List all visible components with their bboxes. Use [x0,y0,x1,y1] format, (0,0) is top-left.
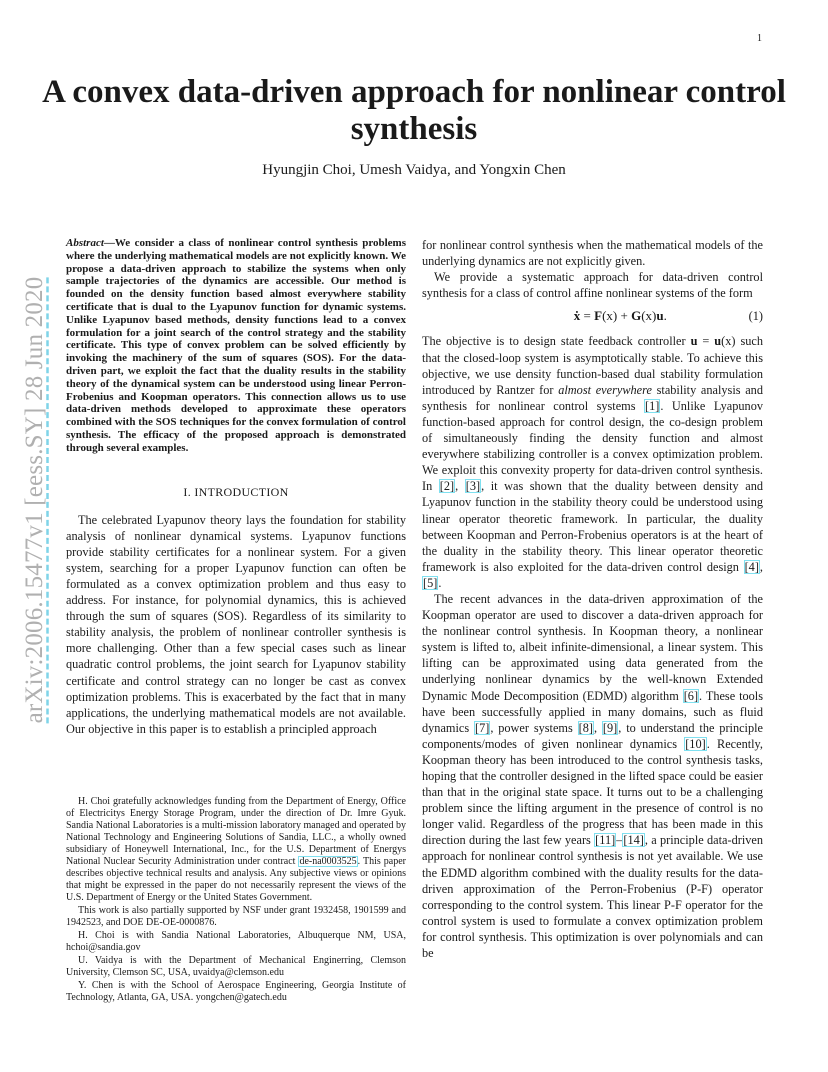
citation-3[interactable]: [3] [465,479,481,494]
p3-sep-2: , [759,559,763,574]
p3-text-e: , it was shown that the duality between density and Lyapunov function in the stability theory could be understood using linear operator theoretic framework. In particular, the duality between Koopman and Perron-Frobenius operators is at the heart of the duality in the stability theory. This linear operator theoretic framework is also exploited for the data-driven control design [422,479,763,574]
eq-lhs: ẋ [573,308,581,324]
equation-body [422,308,749,324]
citation-10[interactable]: [10] [685,736,706,751]
p4-text-c: , power systems [490,720,578,735]
section-first-letter: I [194,484,199,499]
eq-u: u [656,308,664,324]
abstract-dash: — [103,237,115,249]
right-paragraph-4 [422,591,763,961]
equation-1 [422,308,763,324]
intro-paragraph: The celebrated Lyapunov theory lays the foundation for stability analysis of nonlinear dynamical systems. Lyapunov functions provide stability certificates for a nonlinear system. For a given system, searching for a proper Lyapunov function can often be formulated as a convex optimization problem and thus easy to address. For instance, for polynomial dynamics, this is achieved through the sum of squares (SOS). Regardless of its similarity to stability analysis, the problem of nonlinear controller synthesis is more challenging. Other than a few special cases such as linear quadratic control problems, the joint search for Lyapunov stability certificate and control strategy can no longer be cast as convex optimization problems. This is exacerbated by the fact that in many applications, the underlying mathematical models are not available. Our objective in this paper is to establish a principled approach [66,512,406,736]
p3-text-d: . Unlike Lyapunov function-based approach for control design, the co-design problem of simultaneously finding the density function and almost everywhere stabilizing controller is a convex optimization problem. We exploit this convexity property for data-driven control synthesis. In [422,398,764,494]
eq-arg2: (x) [641,308,657,324]
section-heading-introduction [66,484,406,500]
arxiv-identifier[interactable]: arXiv:2006.15477v1 [eess.SY] 28 Jun 2020 [21,276,48,724]
p3-u2: u [714,334,722,349]
p3-text-a: The objective is to design state feedback controller [422,334,691,349]
equation-number: (1) [748,309,763,324]
p3-u1: u [690,334,698,349]
arxiv-stamp[interactable] [22,253,48,748]
eq-equals: = [580,308,595,324]
citation-5[interactable]: [5] [423,575,438,590]
p3-text-c: stability analysis and synthesis for nonlinear control systems [422,382,763,413]
p4-text-a: The recent advances in the data-driven approximation of the Koopman operator are used to discover a data-driven approach for the nonlinear control synthesis. In Koopman theory, a nonlinear system is lifted to, albeit infinite-dimensional, a linear system. This lifting can be approximated using data generated from the underlying nonlinear dynamics by the well-known Extended Dynamic Mode Decomposition (EDMD) algorithm [422,591,763,703]
eq-arg1: (x) [602,308,618,324]
abstract [66,237,406,455]
p3-text-b: such that the closed-loop system is asymptotically stable. To achieve this objective, we use density function-based dual stability formulation introduced by Rantzer for [422,334,763,397]
citation-4[interactable]: [4] [744,559,759,574]
citation-6[interactable]: [6] [683,688,699,703]
p4-text-e: . Recently, Koopman theory has been introduced to the control synthesis tasks, hoping that the controller designed in the lifted space could be easier than that in the original state space. It turns out to be a challenging problem since the lifting argument in the presence of control is no longer valid. Regardless of the progress that has been made in this direction during the last few years [422,736,763,848]
eq-end: . [663,308,667,324]
footnote-author-chen: Y. Chen is with the School of Aerospace Engineering, Georgia Institute of Technology, Atlanta, GA, USA. yongchen@gatech.edu [66,980,406,1003]
author-list: Hyungjin Choi, Umesh Vaidya, and Yongxin Chen [262,162,566,178]
right-column [422,237,763,961]
section-title-rest: NTRODUCTION [198,484,289,499]
footnotes [66,796,406,1005]
p4-text-f: , a principle data-driven approach for nonlinear control synthesis is not yet available. We use the EDMD algorithm combined with the duality results for the data-driven approximation of the Perron-Frobenius (P-F) operator corresponding to the control system. This linear P-F operator for the control system is used to formulate a convex optimization problem for control synthesis. This optimization is over polynomials and can be [422,833,764,961]
footnote-author-vaidya: U. Vaidya is with the Department of Mechanical Enginerring, Clemson University, Clemson SC, USA, uvaidya@clemson.edu [66,955,406,978]
p3-emphasis: almost everywhere [558,382,652,397]
citation-1[interactable]: [1] [645,398,660,413]
abstract-text: We consider a class of nonlinear control synthesis problems where the underlying mathematical models are not explicitly known. We propose a data-driven approach to stabilize the systems when only sample trajectories of the dynamics are accessible. Our method is founded on the density function based almost everywhere stability certificate that is dual to the Lyapunov function for dynamic systems. Unlike Lyapunov based methods, density functions lead to a convex formulation for a joint search of the control strategy and the stability certificate. This type of convex problem can be solved efficiently by invoking the machinery of the sum of squares (SOS). For the data-driven part, we exploit the fact that the duality results in the stability theory of the dynamical system can be understood using linear Perron-Frobenius and Koopman operators. This connection allows us to use data-driven methods developed to approximate these operators combined with the SOS techniques for the convex formulation of control synthesis. The efficacy of the proposed approach is demonstrated through several examples. [66,237,406,454]
p4-text-d: , to understand the principle components/modes of given nonlinear dynamics [422,720,763,751]
right-paragraph-2: We provide a systematic approach for data-driven control synthesis for a class of control affine nonlinear systems of the form [422,270,763,301]
footnote-nsf: This work is also partially supported by NSF under grant 1932458, 1901599 and 1942523, and DOE DE-OE-0000876. [66,905,406,928]
right-paragraph-3 [422,333,763,591]
contract-link[interactable]: de-na0003525 [299,856,357,867]
abstract-label: Abstract [66,237,104,249]
eq-G: G [631,308,642,324]
p3-sep-1: , [455,479,465,494]
footnote-funding-text-b: . This paper describes objective technical results and analysis. Any subjective views or opinions that might be expressed in the paper do not necessarily represent the views of the U.S. Department of Energy or the United States Government. [66,856,406,903]
citation-14[interactable]: [14] [623,833,644,848]
citation-9[interactable]: [9] [602,720,618,735]
p4-text-b: . These tools have been successfully applied in many domains, such as fluid dynamics [422,688,764,735]
eq-plus: + [617,308,632,324]
citation-range-dash: – [616,833,623,848]
footnote-funding-text-a: H. Choi gratefully acknowledges funding from the Department of Energy, Office of Electricitys Energy Storage Program, under the direction of Dr. Imre Gyuk. Sandia National Laboratories is a multi-mission laboratory managed and operated by National Technology and Engineering Solutions of Sandia, LLC., a wholly owned subsidiary of Honeywell International, Inc., for the U.S. Department of Energys National Nuclear Security Administration under contract [66,796,406,867]
citation-8[interactable]: [8] [578,720,593,735]
page-number: 1 [757,33,762,44]
p3-text-f: . [438,575,442,590]
paper-title: A convex data-driven approach for nonlinear control synthesis [42,74,786,147]
p3-x: (x) [721,334,736,349]
citation-11[interactable]: [11] [595,833,616,848]
left-column [66,237,406,737]
section-numeral: I. [183,484,192,499]
footnote-funding [66,796,406,904]
citation-7[interactable]: [7] [474,720,490,735]
eq-F: F [594,308,603,324]
citation-2[interactable]: [2] [439,479,455,494]
right-paragraph-1: for nonlinear control synthesis when the mathematical models of the underlying dynamics are not explicitly given. [422,238,763,269]
p4-sep-3: , [593,720,602,735]
footnote-author-choi: H. Choi is with Sandia National Laboratories, Albuquerque NM, USA, hchoi@sandia.gov [66,930,406,953]
p3-eq: = [697,334,715,349]
